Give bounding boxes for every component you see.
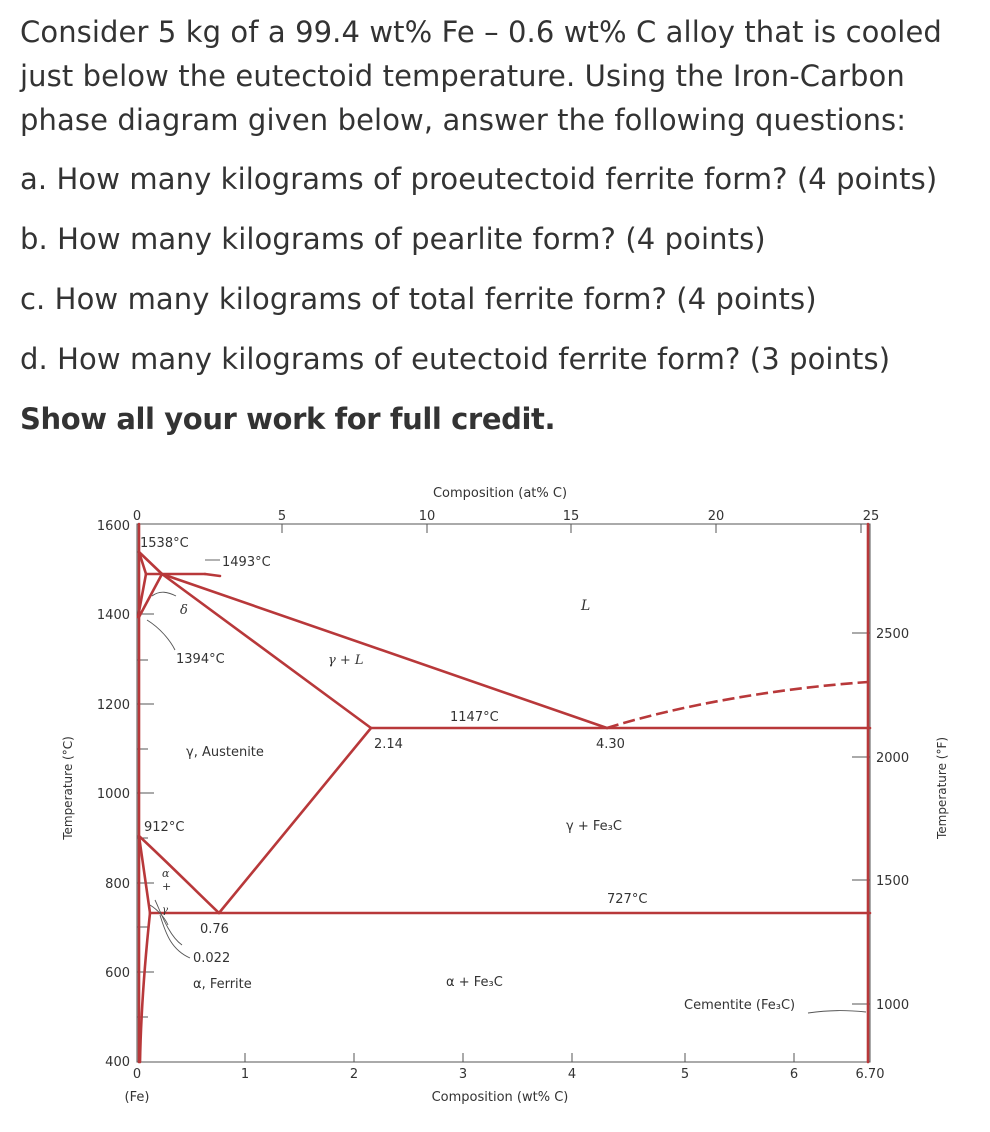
bottom-tick-label: 2: [349, 1067, 359, 1082]
left-tick-label: 400: [105, 1055, 130, 1070]
top-tick-label: 20: [707, 509, 725, 524]
label-1394: 1394°C: [176, 652, 225, 667]
label-4-30: 4.30: [596, 737, 625, 752]
label-gamma-plus-liquid: γ + L: [328, 653, 364, 668]
left-axis-title: Temperature (°C): [61, 736, 75, 840]
label-small-plus: +: [162, 880, 172, 893]
liquidus-to-eutectic: [162, 574, 607, 728]
label-delta: δ: [180, 603, 188, 618]
right-tick-label: 2500: [876, 627, 910, 642]
bottom-tick-label: 0: [132, 1067, 142, 1082]
left-tick-label: 1600: [96, 519, 130, 534]
liquidus-gamma: [162, 574, 371, 728]
question-part-b: b. How many kilograms of pearlite form? (4 points): [20, 222, 766, 256]
label-small-alpha: α: [162, 867, 170, 880]
label-912: 912°C: [144, 820, 185, 835]
label-ferrite: α, Ferrite: [193, 977, 252, 992]
top-axis-title: Composition (at% C): [432, 486, 568, 501]
intro-line: phase diagram given below, answer the following questions:: [20, 103, 907, 137]
question-part-a: a. How many kilograms of proeutectoid ferrite form? (4 points): [20, 162, 938, 196]
peritectic-tip: [205, 574, 220, 576]
closing-instruction: Show all your work for full credit.: [20, 402, 556, 436]
label-liquid: L: [581, 598, 591, 614]
label-0-022: 0.022: [193, 951, 231, 966]
label-2-14: 2.14: [374, 737, 403, 752]
left-tick-label: 600: [105, 966, 130, 981]
intro-line: just below the eutectoid temperature. Using the Iron-Carbon: [20, 59, 905, 93]
left-tick-label: 800: [105, 877, 130, 892]
bottom-tick-label: 3: [458, 1067, 468, 1082]
top-tick-label: 15: [562, 509, 580, 524]
question-part-d: d. How many kilograms of eutectoid ferrite form? (3 points): [20, 342, 891, 376]
left-tick-label: 1200: [96, 698, 130, 713]
top-tick-label: 0: [132, 509, 142, 524]
leader-lines: [147, 560, 866, 1013]
right-tick-label: 2000: [876, 751, 910, 766]
fe-label: (Fe): [124, 1090, 150, 1105]
top-tick-label: 25: [862, 509, 880, 524]
bottom-tick-label: 5: [680, 1067, 690, 1082]
left-tick-label: 1000: [96, 787, 130, 802]
right-axis-title: Temperature (°F): [935, 736, 949, 840]
label-0-76: 0.76: [200, 922, 229, 937]
bottom-axis-title: Composition (wt% C): [431, 1090, 569, 1105]
label-1493: 1493°C: [222, 555, 271, 570]
top-tick-label: 10: [418, 509, 436, 524]
label-austenite: γ, Austenite: [186, 745, 264, 760]
ferrite-solvus: [140, 913, 150, 1062]
bottom-tick-label: 6: [789, 1067, 799, 1082]
label-727: 727°C: [607, 892, 648, 907]
right-tick-label: 1500: [876, 874, 910, 889]
label-1147: 1147°C: [450, 710, 499, 725]
dashed-liquidus: [607, 682, 868, 728]
a3-line: [139, 836, 219, 913]
question-part-c: c. How many kilograms of total ferrite form? (4 points): [20, 282, 817, 316]
left-tick-label: 1400: [96, 608, 130, 623]
bottom-end-label: 6.70: [855, 1067, 885, 1082]
intro-line: Consider 5 kg of a 99.4 wt% Fe – 0.6 wt% C alloy that is cooled: [20, 15, 942, 49]
right-tick-label: 1000: [876, 998, 910, 1013]
label-1538: 1538°C: [140, 536, 189, 551]
alpha-boundary: [139, 836, 150, 913]
bottom-tick-label: 4: [567, 1067, 577, 1082]
bottom-tick-label: 1: [240, 1067, 250, 1082]
label-cementite: Cementite (Fe₃C): [684, 998, 796, 1013]
label-gamma-plus-cementite: γ + Fe₃C: [566, 819, 622, 834]
label-alpha-plus-cementite: α + Fe₃C: [446, 975, 503, 990]
label-small-gamma: γ: [162, 905, 168, 916]
top-tick-label: 5: [277, 509, 287, 524]
